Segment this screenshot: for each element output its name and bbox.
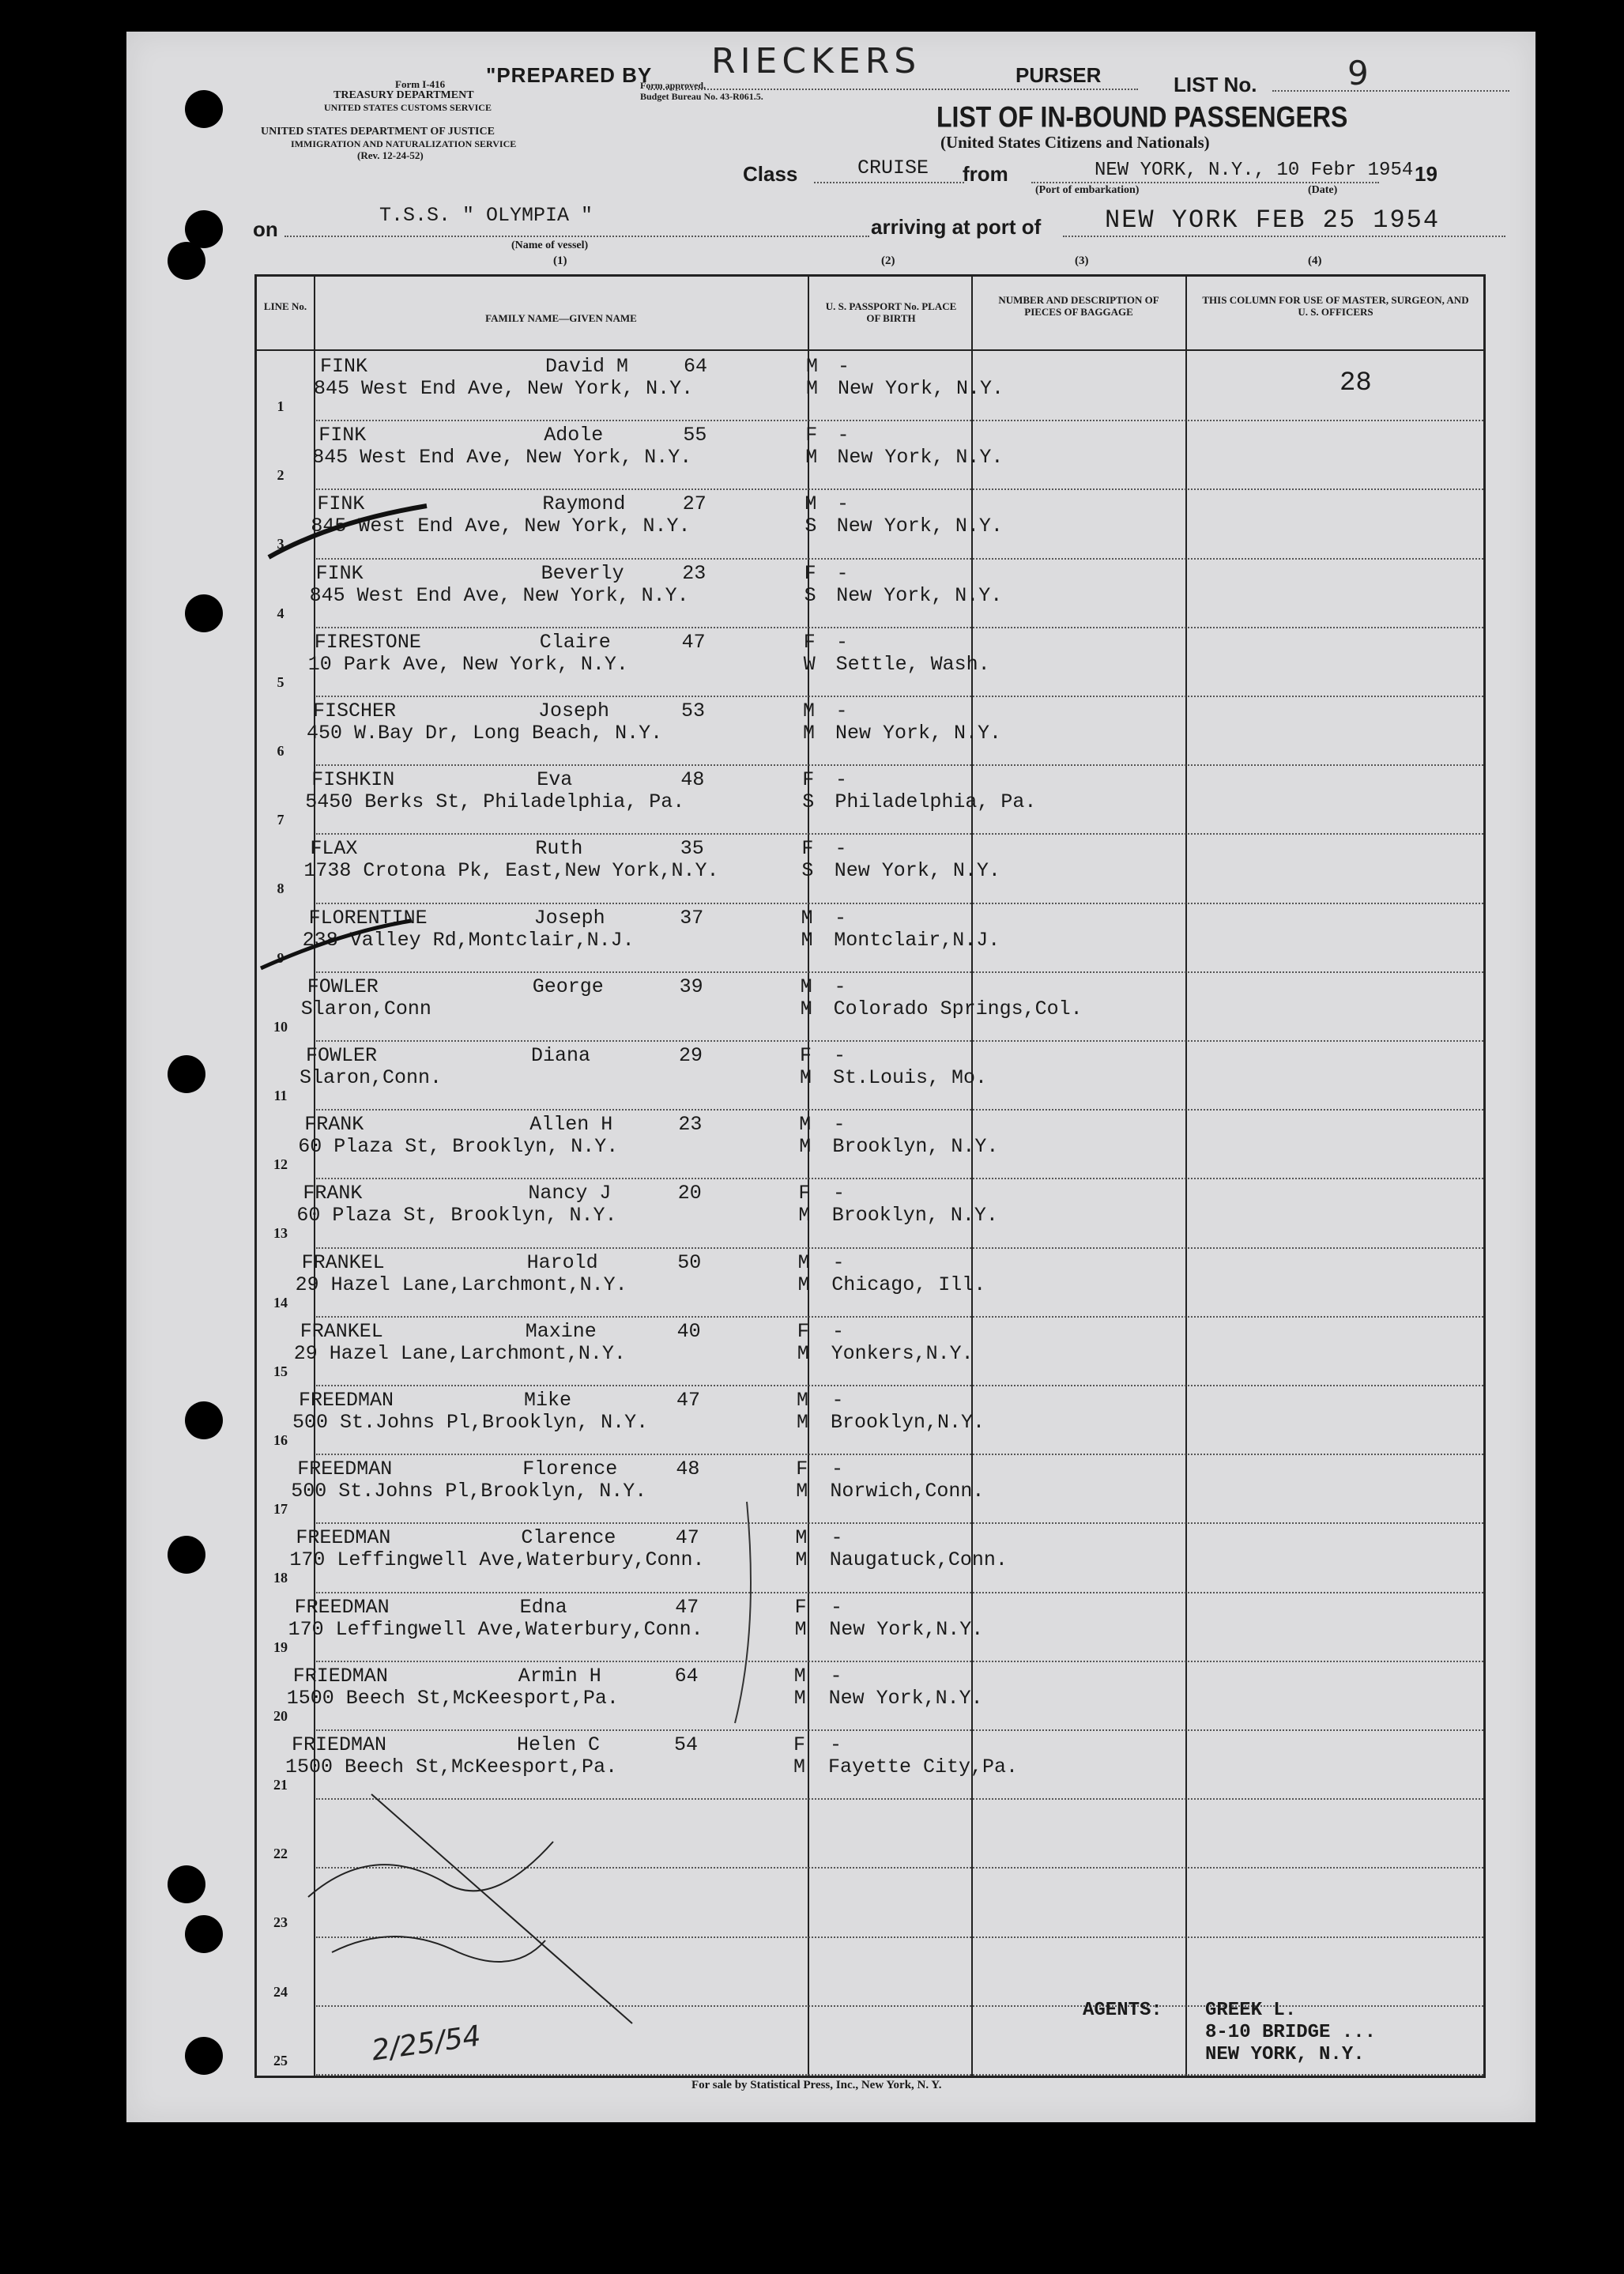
place-of-birth: New York, N.Y. bbox=[836, 583, 1003, 607]
age: 27 bbox=[682, 492, 706, 516]
marital-status: M bbox=[796, 1480, 808, 1503]
address: 1500 Beech St,McKeesport,Pa. bbox=[285, 1755, 618, 1778]
marital-status: M bbox=[801, 928, 813, 952]
address: 1738 Crotona Pk, East,New York,N.Y. bbox=[303, 859, 719, 883]
line-number: 1 bbox=[277, 398, 284, 414]
table-row bbox=[257, 697, 1483, 766]
vessel-value: T.S.S. " OLYMPIA " bbox=[379, 204, 593, 227]
age: 48 bbox=[676, 1458, 700, 1481]
place-of-birth: New York, N.Y. bbox=[838, 377, 1004, 400]
passport-no: - bbox=[832, 1319, 845, 1343]
passport-no: - bbox=[831, 1458, 844, 1481]
sex: F bbox=[803, 630, 816, 654]
prepared-by-line bbox=[648, 89, 1138, 90]
address: 29 Hazel Lane,Larchmont,N.Y. bbox=[293, 1341, 626, 1365]
passenger-table bbox=[254, 274, 1486, 2078]
family-name: FINK bbox=[315, 561, 364, 585]
agents-line-3: NEW YORK, N.Y. bbox=[1205, 2044, 1365, 2065]
table-row bbox=[257, 1593, 1483, 1662]
line-number: 16 bbox=[273, 1432, 288, 1448]
place-of-birth: New York,N.Y. bbox=[829, 1617, 984, 1641]
family-name: FINK bbox=[317, 492, 365, 516]
line-number: 23 bbox=[273, 1914, 288, 1931]
line-number: 13 bbox=[273, 1225, 288, 1242]
given-name: Joseph bbox=[533, 906, 605, 930]
vessel-line bbox=[284, 236, 869, 237]
marital-status: M bbox=[794, 1617, 807, 1641]
place-of-birth: Montclair,N.J. bbox=[834, 928, 1000, 952]
passport-no: - bbox=[836, 630, 849, 654]
table-row bbox=[257, 560, 1483, 628]
given-name: Diana bbox=[531, 1044, 591, 1067]
age: 47 bbox=[676, 1389, 701, 1412]
sex: F bbox=[797, 1319, 809, 1343]
place-of-birth: St.Louis, Mo. bbox=[833, 1066, 988, 1089]
list-no-line bbox=[1272, 90, 1509, 92]
family-name: FRIEDMAN bbox=[292, 1664, 388, 1688]
table-row bbox=[257, 1249, 1483, 1318]
sex: F bbox=[802, 768, 815, 792]
sex: M bbox=[801, 906, 813, 930]
address: 5450 Berks St, Philadelphia, Pa. bbox=[305, 790, 685, 814]
given-name: Florence bbox=[522, 1458, 618, 1481]
line-number: 21 bbox=[273, 1777, 288, 1793]
address: 170 Leffingwell Ave,Waterbury,Conn. bbox=[288, 1617, 703, 1641]
address: 500 St.Johns Pl,Brooklyn, N.Y. bbox=[292, 1411, 649, 1434]
dept-immigration: IMMIGRATION AND NATURALIZATION SERVICE bbox=[291, 138, 517, 149]
given-name: Joseph bbox=[538, 700, 610, 722]
marital-status: M bbox=[797, 1411, 809, 1434]
dept-treasury: TREASURY DEPARTMENT bbox=[333, 89, 474, 101]
given-name: Harold bbox=[526, 1250, 598, 1274]
family-name: FLAX bbox=[310, 837, 358, 861]
passport-no: - bbox=[833, 1182, 846, 1205]
sex: M bbox=[795, 1526, 808, 1550]
page-title: LIST OF IN-BOUND PASSENGERS bbox=[936, 100, 1348, 134]
family-name: FREEDMAN bbox=[297, 1458, 393, 1481]
table-row bbox=[257, 904, 1483, 973]
age: 20 bbox=[677, 1182, 702, 1205]
marital-status: M bbox=[797, 1341, 809, 1365]
table-row bbox=[257, 1042, 1483, 1111]
family-name: FINK bbox=[320, 355, 368, 378]
age: 64 bbox=[684, 355, 708, 378]
col-ref-2: (2) bbox=[881, 255, 895, 267]
footer-printer: For sale by Statistical Press, Inc., New York, N. Y. bbox=[691, 2079, 942, 2091]
sex: F bbox=[804, 561, 816, 585]
address: 500 St.Johns Pl,Brooklyn, N.Y. bbox=[291, 1480, 647, 1503]
form-revision: (Rev. 12-24-52) bbox=[357, 149, 424, 161]
passport-no: - bbox=[834, 1044, 846, 1067]
agents-label: AGENTS: bbox=[1083, 2000, 1162, 2021]
sex: F bbox=[793, 1733, 806, 1756]
family-name: FOWLER bbox=[307, 975, 379, 998]
address: 29 Hazel Lane,Larchmont,N.Y. bbox=[295, 1273, 627, 1296]
sex: M bbox=[806, 355, 819, 378]
given-name: David M bbox=[545, 355, 629, 378]
age: 47 bbox=[681, 630, 706, 654]
marital-status: S bbox=[804, 583, 816, 607]
line-number: 5 bbox=[277, 673, 284, 690]
passport-no: - bbox=[830, 1664, 842, 1688]
page-subtitle: (United States Citizens and Nationals) bbox=[940, 133, 1210, 152]
table-row bbox=[257, 835, 1483, 903]
age: 23 bbox=[678, 1113, 703, 1137]
given-name: Allen H bbox=[529, 1113, 613, 1137]
table-row bbox=[257, 1938, 1483, 2007]
age: 50 bbox=[677, 1250, 702, 1274]
passport-no: - bbox=[837, 424, 850, 447]
sex: F bbox=[805, 424, 818, 447]
marital-status: M bbox=[803, 722, 816, 745]
line-number: 8 bbox=[277, 881, 284, 897]
line-number: 19 bbox=[273, 1639, 288, 1655]
family-name: FISHKIN bbox=[311, 768, 395, 792]
address: 845 West End Ave, New York, N.Y. bbox=[311, 515, 691, 538]
marital-status: M bbox=[798, 1204, 811, 1228]
address: 10 Park Ave, New York, N.Y. bbox=[307, 652, 628, 676]
table-row bbox=[257, 766, 1483, 835]
family-name: FINK bbox=[318, 424, 367, 447]
binder-hole bbox=[185, 1915, 223, 1953]
line-number: 3 bbox=[277, 536, 284, 552]
line-number: 6 bbox=[277, 743, 284, 759]
marital-status: S bbox=[801, 859, 814, 883]
family-name: FRIEDMAN bbox=[292, 1733, 387, 1756]
passport-no: - bbox=[830, 1733, 842, 1756]
col-header-family-name: FAMILY NAME—GIVEN NAME bbox=[485, 312, 637, 324]
family-name: FREEDMAN bbox=[299, 1389, 394, 1412]
address: 170 Leffingwell Ave,Waterbury,Conn. bbox=[289, 1548, 705, 1572]
line-number: 12 bbox=[273, 1156, 288, 1173]
marital-status: M bbox=[800, 997, 812, 1020]
header-divider bbox=[257, 349, 1483, 351]
line-number: 15 bbox=[273, 1363, 288, 1379]
from-label: from bbox=[963, 162, 1008, 186]
given-name: Clarence bbox=[521, 1526, 616, 1550]
family-name: FREEDMAN bbox=[294, 1595, 390, 1619]
given-name: George bbox=[532, 975, 604, 998]
passport-no: - bbox=[835, 837, 847, 861]
passport-no: - bbox=[831, 1526, 843, 1550]
place-of-birth: Philadelphia, Pa. bbox=[835, 790, 1037, 814]
arriving-value: NEW YORK FEB 25 1954 bbox=[1105, 206, 1441, 235]
age: 54 bbox=[674, 1733, 699, 1756]
passport-no: - bbox=[836, 561, 849, 585]
form-number: Form I-416 bbox=[395, 78, 446, 90]
age: 23 bbox=[682, 561, 706, 585]
binder-hole bbox=[185, 594, 223, 632]
table-row bbox=[257, 1179, 1483, 1248]
sex: M bbox=[797, 1389, 809, 1412]
family-name: FRANK bbox=[304, 1113, 364, 1137]
arriving-line bbox=[1063, 236, 1505, 237]
budget-bureau: Budget Bureau No. 43-R061.5. bbox=[640, 91, 763, 102]
family-name: FREEDMAN bbox=[296, 1526, 391, 1550]
age: 37 bbox=[680, 906, 704, 930]
place-of-birth: Brooklyn, N.Y. bbox=[832, 1135, 999, 1159]
table-row bbox=[257, 490, 1483, 559]
table-row bbox=[257, 628, 1483, 697]
table-row bbox=[257, 1731, 1483, 1800]
line-number: 4 bbox=[277, 605, 284, 621]
place-of-birth: Brooklyn, N.Y. bbox=[831, 1204, 998, 1228]
passport-no: - bbox=[831, 1389, 844, 1412]
row-divider bbox=[316, 2074, 1483, 2076]
given-name: Claire bbox=[539, 630, 611, 654]
binder-hole bbox=[168, 1536, 205, 1574]
address: 60 Plaza St, Brooklyn, N.Y. bbox=[298, 1135, 619, 1159]
sex: M bbox=[800, 975, 812, 998]
age: 29 bbox=[679, 1044, 703, 1067]
binder-hole bbox=[185, 90, 223, 128]
place-of-birth: Yonkers,N.Y. bbox=[831, 1341, 974, 1365]
place-of-birth: New York,N.Y. bbox=[828, 1686, 983, 1710]
binder-hole bbox=[168, 242, 205, 280]
sex: M bbox=[804, 492, 817, 516]
place-of-birth: Settle, Wash. bbox=[835, 652, 990, 676]
table-row bbox=[257, 1800, 1483, 1869]
binder-hole bbox=[185, 1401, 223, 1439]
table-row bbox=[257, 421, 1483, 490]
class-label: Class bbox=[743, 162, 798, 186]
table-row bbox=[257, 1318, 1483, 1386]
passport-no: - bbox=[835, 768, 848, 792]
sex: M bbox=[793, 1664, 806, 1688]
line-number: 17 bbox=[273, 1501, 288, 1518]
col-header-line-no: LINE No. bbox=[263, 300, 307, 312]
from-value: NEW YORK, N.Y., 10 Febr 1954 bbox=[1095, 160, 1414, 181]
passport-no: - bbox=[832, 1250, 845, 1274]
sex: M bbox=[803, 700, 816, 722]
passport-no: - bbox=[834, 975, 846, 998]
place-of-birth: Colorado Springs,Col. bbox=[833, 997, 1083, 1020]
given-name: Nancy J bbox=[528, 1182, 612, 1205]
arriving-label: arriving at port of bbox=[871, 215, 1042, 239]
address: 238 Valley Rd,Montclair,N.J. bbox=[302, 928, 635, 952]
given-name: Helen C bbox=[517, 1733, 601, 1756]
passport-no: - bbox=[838, 355, 850, 378]
marital-status: M bbox=[793, 1686, 806, 1710]
dept-justice: UNITED STATES DEPARTMENT OF JUSTICE bbox=[261, 126, 495, 138]
col-ref-4: (4) bbox=[1308, 255, 1322, 267]
dept-customs: UNITED STATES CUSTOMS SERVICE bbox=[324, 102, 492, 113]
age: 55 bbox=[683, 424, 707, 447]
col-ref-1: (1) bbox=[553, 255, 567, 267]
marital-status: M bbox=[799, 1135, 812, 1159]
marital-status: M bbox=[800, 1066, 812, 1089]
given-name: Raymond bbox=[542, 492, 626, 516]
vessel-caption: (Name of vessel) bbox=[511, 239, 589, 251]
address: Slaron,Conn. bbox=[300, 1066, 443, 1089]
agents-line-2: 8-10 BRIDGE ... bbox=[1205, 2022, 1377, 2043]
line-number: 14 bbox=[273, 1294, 288, 1310]
purser-label: PURSER bbox=[1015, 63, 1102, 87]
age: 48 bbox=[680, 768, 705, 792]
address: 450 W.Bay Dr, Long Beach, N.Y. bbox=[307, 722, 663, 745]
binder-hole bbox=[168, 1055, 205, 1093]
given-name: Ruth bbox=[535, 837, 583, 861]
given-name: Eva bbox=[537, 768, 573, 792]
address: 845 West End Ave, New York, N.Y. bbox=[309, 583, 689, 607]
address: 60 Plaza St, Brooklyn, N.Y. bbox=[296, 1204, 617, 1228]
family-name: FRANKEL bbox=[300, 1319, 383, 1343]
binder-hole bbox=[168, 1865, 205, 1903]
line-number: 18 bbox=[273, 1570, 288, 1586]
line-number: 25 bbox=[273, 2052, 288, 2068]
prepared-by-value: RIECKERS bbox=[711, 41, 921, 81]
marital-status: M bbox=[806, 377, 819, 400]
given-name: Armin H bbox=[518, 1664, 601, 1688]
signature-date: 2/25/54 bbox=[369, 2019, 483, 2068]
place-of-birth: Fayette City,Pa. bbox=[828, 1755, 1019, 1778]
table-row bbox=[257, 353, 1483, 421]
line-number: 7 bbox=[277, 812, 284, 828]
family-name: FOWLER bbox=[306, 1044, 378, 1067]
form-approved: Form approved. bbox=[640, 80, 706, 91]
place-of-birth: New York, N.Y. bbox=[835, 722, 1002, 745]
family-name: FRANKEL bbox=[301, 1250, 385, 1274]
marital-status: W bbox=[803, 652, 816, 676]
sex: F bbox=[796, 1458, 808, 1481]
sex: F bbox=[801, 837, 814, 861]
line-number: 22 bbox=[273, 1846, 288, 1862]
line-number: 20 bbox=[273, 1707, 288, 1724]
table-row bbox=[257, 973, 1483, 1042]
given-name: Edna bbox=[519, 1595, 567, 1619]
sex: F bbox=[800, 1044, 812, 1067]
marital-status: M bbox=[797, 1273, 810, 1296]
table-row bbox=[257, 1111, 1483, 1179]
prepared-by-label: "PREPARED BY bbox=[486, 63, 653, 87]
address: 1500 Beech St,McKeesport,Pa. bbox=[286, 1686, 619, 1710]
list-no-label: LIST No. bbox=[1174, 73, 1257, 96]
passport-no: - bbox=[833, 1113, 846, 1137]
address: 845 West End Ave, New York, N.Y. bbox=[314, 377, 694, 400]
address: Slaron,Conn bbox=[300, 997, 431, 1020]
date-caption: (Date) bbox=[1308, 184, 1338, 196]
place-of-birth: New York, N.Y. bbox=[834, 859, 1000, 883]
table-row bbox=[257, 1662, 1483, 1731]
line-number: 24 bbox=[273, 1983, 288, 2000]
address: 845 West End Ave, New York, N.Y. bbox=[312, 446, 692, 470]
col-header-officers: THIS COLUMN FOR USE OF MASTER, SURGEON, AND U. S. OFFICERS bbox=[1202, 294, 1469, 318]
sex: F bbox=[794, 1595, 807, 1619]
place-of-birth: New York, N.Y. bbox=[837, 446, 1004, 470]
list-no-value: 9 bbox=[1347, 54, 1369, 92]
age: 47 bbox=[675, 1526, 699, 1550]
passport-no: - bbox=[831, 1595, 843, 1619]
given-name: Adole bbox=[544, 424, 604, 447]
given-name: Beverly bbox=[541, 561, 624, 585]
marital-status: M bbox=[793, 1755, 806, 1778]
age: 64 bbox=[674, 1664, 699, 1688]
place-of-birth: Chicago, Ill. bbox=[831, 1273, 986, 1296]
age: 47 bbox=[675, 1595, 699, 1619]
passport-no: - bbox=[835, 700, 848, 722]
marital-status: S bbox=[804, 515, 817, 538]
port-caption: (Port of embarkation) bbox=[1035, 184, 1140, 196]
class-line bbox=[814, 182, 964, 183]
officer-note: 28 bbox=[1340, 368, 1372, 398]
sex: M bbox=[799, 1113, 812, 1137]
line-number: 2 bbox=[277, 467, 284, 484]
passport-no: - bbox=[835, 906, 847, 930]
table-row bbox=[257, 1455, 1483, 1524]
class-value: CRUISE bbox=[857, 157, 929, 179]
table-row bbox=[257, 1524, 1483, 1593]
table-row bbox=[257, 1386, 1483, 1455]
col-header-baggage: NUMBER AND DESCRIPTION OF PIECES OF BAGGAGE bbox=[998, 294, 1159, 318]
table-row bbox=[257, 1869, 1483, 1937]
marital-status: S bbox=[802, 790, 815, 814]
given-name: Maxine bbox=[525, 1319, 597, 1343]
passport-no: - bbox=[837, 492, 850, 516]
col-ref-3: (3) bbox=[1075, 255, 1089, 267]
family-name: FLORENTINE bbox=[308, 906, 428, 930]
age: 35 bbox=[680, 837, 704, 861]
line-number: 10 bbox=[273, 1018, 288, 1035]
year-prefix: 19 bbox=[1415, 162, 1437, 186]
col-header-passport: U. S. PASSPORT No. PLACE OF BIRTH bbox=[825, 300, 957, 324]
line-number: 9 bbox=[277, 949, 284, 966]
on-label: on bbox=[253, 217, 278, 241]
place-of-birth: Naugatuck,Conn. bbox=[829, 1548, 1008, 1572]
marital-status: M bbox=[795, 1548, 808, 1572]
marital-status: M bbox=[805, 446, 818, 470]
sex: M bbox=[797, 1250, 810, 1274]
age: 40 bbox=[676, 1319, 701, 1343]
line-number: 11 bbox=[273, 1088, 288, 1103]
given-name: Mike bbox=[524, 1389, 572, 1412]
place-of-birth: Brooklyn,N.Y. bbox=[831, 1411, 985, 1434]
family-name: FIRESTONE bbox=[314, 630, 421, 654]
sex: F bbox=[798, 1182, 811, 1205]
agents-line-1: GREEK L. bbox=[1205, 2000, 1297, 2021]
place-of-birth: New York, N.Y. bbox=[836, 515, 1003, 538]
family-name: FRANK bbox=[303, 1182, 363, 1205]
age: 39 bbox=[679, 975, 703, 998]
age: 53 bbox=[681, 700, 706, 722]
place-of-birth: Norwich,Conn. bbox=[830, 1480, 985, 1503]
family-name: FISCHER bbox=[313, 700, 397, 722]
binder-hole bbox=[185, 2037, 223, 2075]
